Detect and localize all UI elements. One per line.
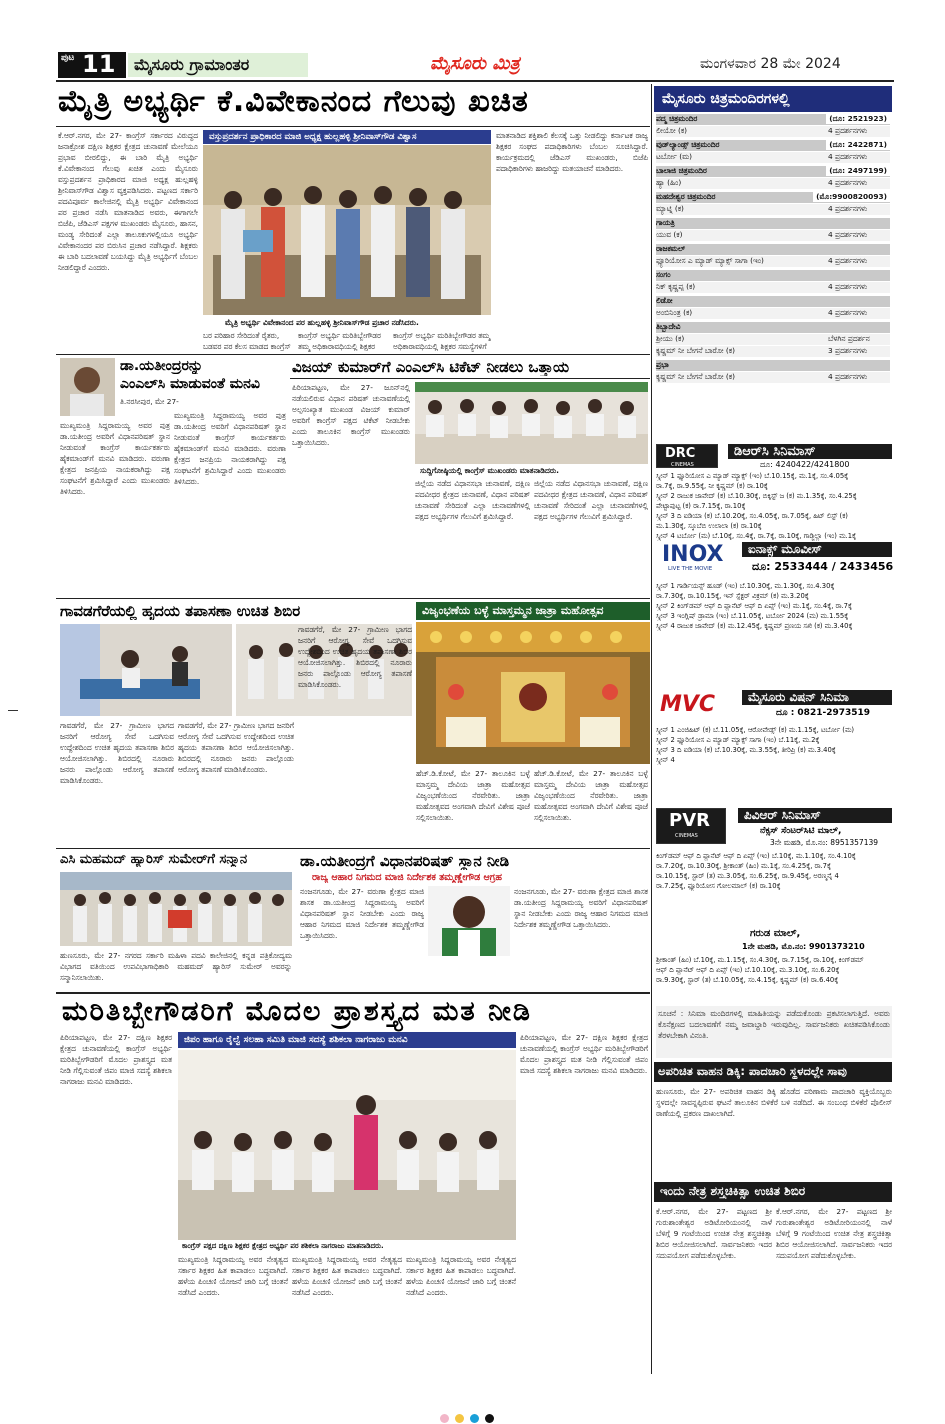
yathindra-dateline: ತಿ.ನರಸೀಪುರ, ಮೇ 27- [120,397,179,406]
show-line: ಆಫ್ ದಿ ಪ್ಲಾನೆಟ್ ಆಫ್ ದಿ ಏಪ್ಸ್ (ಇಂ) ಬೆ.10.10ಕ್ಕೆ, ಮ.3.10ಕ್ಕೆ, ಸಂ.6.20ಕ್ಕೆ [656,966,840,974]
film-title: ಮ್ಯಾಟ್ನಿ (ಕ) [656,204,684,213]
marithibbe-col-1: ಪಿರಿಯಾಪಟ್ಟಣ, ಮೇ 27- ದಕ್ಷಿಣ ಶಿಕ್ಷಕರ ಕ್ಷೇತ್ರದ ಚುನಾವಣೆಯಲ್ಲಿ ಕಾಂಗ್ರೆಸ್ ಅಭ್ಯರ್ಥಿ ಮರಿತಿಬ್ಬೇಗೌಡರಿಗೆ ಮೊದಲ ಪ್ರಾಶಸ್ತ್ಯದ ಮತ ನೀಡಿ ಗೆಲ್ಲಿಸುವಂತೆ ಜಿಪಂ ಮಾಜಿ ಸದಸ್ಯೆ ಶಶಿಕಲಾ ನಾಗರಾಜು ಮನವಿ ಮಾಡಿದರು. [60,1033,172,1086]
theatre-name: ಗಾಯತ್ರಿ [656,218,675,227]
vijaykumar-photo [415,382,648,464]
marithibbe-col-3: ಮುಖ್ಯಮಂತ್ರಿ ಸಿದ್ದರಾಮಯ್ಯ ಅವರ ನೇತೃತ್ವದ ಸರ್ಕಾರ ಶಿಕ್ಷಕರ ಹಿತ ಕಾಪಾಡಲು ಬದ್ಧವಾಗಿದೆ. ಹಳೆಯ ಪಿಂಚಣಿ ಯೋಜನೆ ಜಾರಿ ಬಗ್ಗೆ ಚಿಂತನೆ ನಡೆಸಿದೆ ಎಂದರು. [292,1255,402,1297]
inox-logo-sub: LIVE THE MOVIE [668,566,713,572]
film-shows: 3 ಪ್ರದರ್ಶನಗಳು [828,346,868,355]
show-line: ಸ್ಕ್ರೀನ್ 4 ಟರ್ಬೋ (ಮ) ಬೆ.10ಕ್ಕೆ, ಸಂ.4ಕ್ಕೆ, ರಾ.7ಕ್ಕೆ, ರಾ.10ಕ್ಕೆ, ಗಾಡ್ಜಿಲ್ಲಾ (ಇಂ) ಮ.1ಕ್ಕೆ [656,532,857,540]
film-row [656,256,890,267]
yathindra2-col-2: ನಂಜನಗೂಡು, ಮೇ 27- ವರುಣಾ ಕ್ಷೇತ್ರದ ಮಾಜಿ ಶಾಸಕ ಡಾ.ಯತೀಂದ್ರ ಸಿದ್ದರಾಮಯ್ಯ ಅವರಿಗೆ ವಿಧಾನಪರಿಷತ್ ಸ್ಥಾನ ನೀಡಬೇಕು ಎಂದು ರಾಜ್ಯ ಆಹಾರ ನಿಗಮದ ಮಾಜಿ ನಿರ್ದೇಶಕ ತಮ್ಮಣ್ಣೇಗೌಡ ಒತ್ತಾಯಿಸಿದರು. [514,887,648,929]
theatre-row [656,192,890,203]
show-line: ಪೇಟ್ಟಾಪುಟ್ಟ (ಕ) ರಾ.7.15ಕ್ಕೆ, ರಾ.10ಕ್ಕೆ [656,502,746,510]
show-line: ರಾ.10.15ಕ್ಕೆ, ಸ್ಟಾರ್ (ತ) ಮ.3.05ಕ್ಕೆ, ಸಂ.6.25ಕ್ಕೆ, ರಾ.9.45ಕ್ಕೆ, ಅರಣ್ಮನೈ 4 [656,872,839,880]
dot-magenta [440,1414,449,1423]
drc-phone: ದೂ: 4240422/4241800 [760,460,850,469]
show-line: ಶ್ರೀಕಾಂತ್ (ಹಿಂ) ಬೆ.10ಕ್ಕೆ, ಮ.1.15ಕ್ಕೆ, ಸಂ.4.30ಕ್ಕೆ, ರಾ.7.15ಕ್ಕೆ, ರಾ.10ಕ್ಕೆ, ಕಿಂಗ್‌ಡಮ್ [656,956,864,964]
lead-col-3: ಕಾಂಗ್ರೆಸ್ ಅಭ್ಯರ್ಥಿ ಮರಿತಿಬ್ಬೇಗೌಡರ ತಮ್ಮ ಅಧಿಕಾರಾವಧಿಯಲ್ಲಿ ಶಿಕ್ಷಕರ [298,331,381,351]
cinema-title: ಮೈಸೂರು ಚಿತ್ರಮಂದಿರಗಳಲ್ಲಿ [654,86,892,112]
film-row [656,308,890,319]
yathindra-col-2: ಮುಖ್ಯಮಂತ್ರಿ ಸಿದ್ದರಾಮಯ್ಯ ಅವರ ಪುತ್ರ ಡಾ.ಯತೀಂದ್ರ ಅವರಿಗೆ ವಿಧಾನಪರಿಷತ್ ಸ್ಥಾನ ನೀಡುವಂತೆ ಕಾಂಗ್ರೆಸ್ ಕಾರ್ಯಕರ್ತರು ಹೈಕಮಾಂಡ್‌ಗೆ ಮನವಿ ಮಾಡಿದರು. ವರುಣಾ ಕ್ಷೇತ್ರದ ಜನಪ್ರಿಯ ನಾಯಕರಾಗಿದ್ದು ಪಕ್ಷ ಸಂಘಟನೆಗೆ ಶ್ರಮಿಸಿದ್ದಾರೆ ಎಂದು ಮುಖಂಡರು ತಿಳಿಸಿದರು. [174,411,286,486]
accident-text: ಹುಣಸೂರು, ಮೇ 27- ಅಪರಿಚಿತ ವಾಹನ ಡಿಕ್ಕಿ ಹೊಡೆದ ಪರಿಣಾಮ ಪಾದಚಾರಿ ವ್ಯಕ್ತಿಯೊಬ್ಬರು ಸ್ಥಳದಲ್ಲೇ ಸಾವನ್ನಪ್ಪಿರುವ ಘಟನೆ ತಾಲೂಕಿನ ಬಿಳಿಕೆರೆ ಬಳಿ ನಡೆದಿದೆ. ಈ ಸಂಬಂಧ ಬಿಳಿಕೆರೆ ಪೊಲೀಸ್ ಠಾಣೆಯಲ್ಲಿ ಪ್ರಕರಣ ದಾಖಲಾಗಿದೆ. [656,1087,892,1118]
garuda-phone: 1ನೇ ಮಹಡಿ, ಮೊ.ನಂ: 9901373210 [742,942,865,951]
film-row [656,346,890,357]
show-line: ಸ್ಕ್ರೀನ್ 2 ಕಿಂಗ್‌ಡಮ್ ಆಫ್ ದಿ ಪ್ಲಾನೆಟ್ ಆಫ್ ದಿ ಏಪ್ಸ್ (ಇಂ) ಮ.1ಕ್ಕೆ, ಸಂ.4ಕ್ಕೆ, ರಾ.7ಕ್ಕೆ [656,602,852,610]
film-row [656,126,890,137]
heart-photo-1 [60,624,232,716]
inox-phone: ದೂ: 2533444 / 2433456 [752,560,894,573]
theatre-row [656,270,890,281]
pvr-logo [656,808,726,844]
sumair-photo [60,872,292,946]
vijaykumar-col-1: ಪಿರಿಯಾಪಟ್ಟಣ, ಮೇ 27- ಜೂನ್‌ನಲ್ಲಿ ನಡೆಯಲಿರುವ ವಿಧಾನ ಪರಿಷತ್ ಚುನಾವಣೆಯಲ್ಲಿ ಅಲ್ಪಸಂಖ್ಯಾತ ಮುಖಂಡ ವಿಜಯ್ ಕುಮಾರ್ ಅವರಿಗೆ ಕಾಂಗ್ರೆಸ್ ಪಕ್ಷದ ಟಿಕೆಟ್ ನೀಡಬೇಕು ಎಂದು ತಾಲೂಕಿನ ಕಾಂಗ್ರೆಸ್ ಮುಖಂಡರು ಒತ್ತಾಯಿಸಿದರು. [292,383,410,447]
film-title: ಕೃಷ್ಣಮ್ ನೀ ಬೇಗನೆ ಬಾರೋ (ಕ) [656,346,735,355]
marithibbe-photo-caption: ಕಾಂಗ್ರೆಸ್ ಪಕ್ಷದ ದಕ್ಷಿಣ ಶಿಕ್ಷಕರ ಕ್ಷೇತ್ರದ ಅಭ್ಯರ್ಥಿ ಪರ ಶಶಿಕಲಾ ನಾಗರಾಜು ಮಾತನಾಡಿದರು. [182,1242,384,1250]
film-row [656,230,890,241]
rule-mid-1 [56,598,650,599]
theatre-name: ಮಹದೇಶ್ವರ ಚಿತ್ರಮಂದಿರ [656,192,716,201]
lead-col-4: ಮಾತನಾಡಿದ ಶಕ್ತಿಶಾಲಿ ಕೆಲಸಕ್ಕೆ ಒತ್ತು ನೀಡಲಿದ್ದು ಕರ್ನಾಟಕ ರಾಜ್ಯ ಶಿಕ್ಷಕರ ಸಂಘದ ಪದಾಧಿಕಾರಿಗಳು ಬೆಂಬಲ ಸೂಚಿಸಿದ್ದಾರೆ. ಕಾರ್ಯಕ್ರಮದಲ್ಲಿ ಜೆಡಿಎಸ್ ಮುಖಂಡರು, ಬಿಜೆಪಿ ಪದಾಧಿಕಾರಿಗಳು ಹಾಜರಿದ್ದು ಮತಯಾಚನೆ ಮಾಡಿದರು. [496,131,648,173]
film-title: ಯುವ (ಕ) [656,230,683,239]
vijaykumar-col-3: ಜಿಲ್ಲೆಯ ನಡೆದ ವಿಧಾನಸಭಾ ಚುನಾವಣೆ, ದಕ್ಷಿಣ ಪದವೀಧರ ಕ್ಷೇತ್ರದ ಚುನಾವಣೆ, ವಿಧಾನ ಪರಿಷತ್ ಚುನಾವಣೆ ಸೇರಿದಂತೆ ಎಲ್ಲಾ ಚುನಾವಣೆಗಳಲ್ಲಿ ಪಕ್ಷದ ಅಭ್ಯರ್ಥಿಗಳ ಗೆಲುವಿಗೆ ಶ್ರಮಿಸಿದ್ದಾರೆ. [534,479,648,521]
jatre-headline: ವಿಜೃಂಭಣೆಯ ಬಳ್ಳೆ ಮಾಸ್ತಮ್ಮನ ಜಾತ್ರಾ ಮಹೋತ್ಸವ [416,602,650,620]
film-row [656,178,890,189]
jatre-col-2: ಹೆಚ್.ಡಿ.ಕೋಟೆ, ಮೇ 27- ತಾಲೂಕಿನ ಬಳ್ಳೆ ಮಾಸ್ತಮ್ಮ ದೇವಿಯ ಜಾತ್ರಾ ಮಹೋತ್ಸವ ವಿಜೃಂಭಣೆಯಿಂದ ನೆರವೇರಿತು. ಜಾತ್ರಾ ಮಹೋತ್ಸವದ ಅಂಗವಾಗಿ ದೇವಿಗೆ ವಿಶೇಷ ಪೂಜೆ ಸಲ್ಲಿಸಲಾಯಿತು. [534,769,648,822]
yathindra-col-1: ಮುಖ್ಯಮಂತ್ರಿ ಸಿದ್ದರಾಮಯ್ಯ ಅವರ ಪುತ್ರ ಡಾ.ಯತೀಂದ್ರ ಅವರಿಗೆ ವಿಧಾನಪರಿಷತ್ ಸ್ಥಾನ ನೀಡುವಂತೆ ಕಾಂಗ್ರೆಸ್ ಕಾರ್ಯಕರ್ತರು ಹೈಕಮಾಂಡ್‌ಗೆ ಮನವಿ ಮಾಡಿದರು. ವರುಣಾ ಕ್ಷೇತ್ರದ ಜನಪ್ರಿಯ ನಾಯಕರಾಗಿದ್ದು ಪಕ್ಷ ಸಂಘಟನೆಗೆ ಶ್ರಮಿಸಿದ್ದಾರೆ ಎಂದು ಮುಖಂಡರು ತಿಳಿಸಿದರು. [60,421,170,496]
film-shows: 4 ಪ್ರದರ್ಶನಗಳು [828,282,868,291]
show-line: ಸ್ಕ್ರೀನ್ 1 ಫ್ಯೂರಿಯೋಸ ಎ ಮ್ಯಾಡ್ ಮ್ಯಾಕ್ಸ್ (ಇಂ) ಬೆ.10.15ಕ್ಕೆ, ಮ.1ಕ್ಕೆ, ಸಂ.4.05ಕ್ಕೆ [656,472,849,480]
marithibbe-col-4: ಮುಖ್ಯಮಂತ್ರಿ ಸಿದ್ದರಾಮಯ್ಯ ಅವರ ನೇತೃತ್ವದ ಸರ್ಕಾರ ಶಿಕ್ಷಕರ ಹಿತ ಕಾಪಾಡಲು ಬದ್ಧವಾಗಿದೆ. ಹಳೆಯ ಪಿಂಚಣಿ ಯೋಜನೆ ಜಾರಿ ಬಗ್ಗೆ ಚಿಂತನೆ ನಡೆಸಿದೆ ಎಂದರು. [406,1255,516,1297]
sidebar-divider [651,84,652,1374]
film-shows: 4 ಪ್ರದರ್ಶನಗಳು [828,204,868,213]
theatre-name: ವುಡ್‌ಲ್ಯಾಂಡ್ಸ್ ಚಿತ್ರಮಂದಿರ [656,140,720,149]
show-line: ಸ್ಕ್ರೀನ್ 2 ಫ್ಯೂರಿಯೋಸ ಎ ಮ್ಯಾಡ್ ಮ್ಯಾಕ್ಸ್ ಸಾಗಾ (ಇಂ) ಬೆ.11ಕ್ಕೆ, ಮ.2ಕ್ಕೆ [656,736,820,744]
show-line: ಸ್ಕ್ರೀನ್ 4 [656,756,675,764]
film-title: ಲೀಯೋ (ಕ) [656,126,688,135]
rule-mid-3 [56,992,650,994]
film-shows: 4 ಪ್ರದರ್ಶನಗಳು [828,126,868,135]
vijaykumar-col-2: ಜಿಲ್ಲೆಯ ನಡೆದ ವಿಧಾನಸಭಾ ಚುನಾವಣೆ, ದಕ್ಷಿಣ ಪದವೀಧರ ಕ್ಷೇತ್ರದ ಚುನಾವಣೆ, ವಿಧಾನ ಪರಿಷತ್ ಚುನಾವಣೆ ಸೇರಿದಂತೆ ಎಲ್ಲಾ ಚುನಾವಣೆಗಳಲ್ಲಿ ಪಕ್ಷದ ಅಭ್ಯರ್ಥಿಗಳ ಗೆಲುವಿಗೆ ಶ್ರಮಿಸಿದ್ದಾರೆ. [415,479,530,521]
theatre-row [656,322,890,333]
mvc-title: ಮೈಸೂರು ವಿಷನ್ ಸಿನಿಮಾ [742,690,892,705]
show-line: ರಾ.7.25ಕ್ಕೆ, ಫ್ಯೂರಿಯೋಸ ಗೋಲಮಾಲ್ (ಕ) ರಾ.10ಕ್ಕೆ [656,882,781,890]
jatre-col-1: ಹೆಚ್.ಡಿ.ಕೋಟೆ, ಮೇ 27- ತಾಲೂಕಿನ ಬಳ್ಳೆ ಮಾಸ್ತಮ್ಮ ದೇವಿಯ ಜಾತ್ರಾ ಮಹೋತ್ಸವ ವಿಜೃಂಭಣೆಯಿಂದ ನೆರವೇರಿತು. ಜಾತ್ರಾ ಮಹೋತ್ಸವದ ಅಂಗವಾಗಿ ದೇವಿಗೆ ವಿಶೇಷ ಪೂಜೆ ಸಲ್ಲಿಸಲಾಯಿತು. [416,769,530,822]
page-number: 11 [82,50,116,78]
theatre-phone: (ದೂ: 2497199) [826,166,890,176]
section-title: ಮೈಸೂರು ಗ್ರಾಮಾಂತರ [128,53,308,77]
film-shows: 4 ಪ್ರದರ್ಶನಗಳು [828,308,868,317]
theatre-phone: (ಮೊ:9900820093) [813,192,890,202]
film-row [656,152,890,163]
marithibbe-subbar: ಜಿಪಂ ಹಾಗೂ ರೈಲ್ವೆ ಸಲಹಾ ಸಮಿತಿ ಮಾಜಿ ಸದಸ್ಯೆ ಶಶಿಕಲಾ ನಾಗರಾಜು ಮನವಿ [178,1032,516,1048]
eye-col-2: ಕೆ.ಆರ್.ನಗರ, ಮೇ 27- ಪಟ್ಟಣದ ಶ್ರೀ ಗುರುಶಾಂತೇಶ್ವರ ಅಡಿಟೋರಿಯಂನಲ್ಲಿ ನಾಳೆ ಬೆಳಿಗ್ಗೆ 9 ಗಂಟೆಯಿಂದ ಉಚಿತ ನೇತ್ರ ಶಸ್ತ್ರಚಿಕಿತ್ಸಾ ಶಿಬಿರ ಆಯೋಜಿಸಲಾಗಿದೆ. ಸಾರ್ವಜನಿಕರು ಇದರ ಸದುಪಯೋಗ ಪಡೆದುಕೊಳ್ಳಬೇಕು. [776,1207,892,1260]
mvc-phone: ದೂ : 0821-2973519 [776,708,871,718]
show-line: ಸ್ಕ್ರೀನ್ 2 ರಾಜುಕ ಜಾವೇದ್ (ಕ) ಬೆ.10.30ಕ್ಕೆ, ಬಿಕ್ಕಿಸ್ಟ್ ಜ (ಕ) ಮ.1.35ಕ್ಕೆ, ಸಂ.4.25ಕ್ಕೆ [656,492,857,500]
show-line: ಸ್ಕ್ರೀನ್ 4 ರಾಜುಕ ಜಾವೇದ್ (ಕ) ಮ.12.45ಕ್ಕೆ, ಕೃಷ್ಣಮ್ ಪ್ರಣಯ ಸಖಿ (ಕ) ಮ.3.40ಕ್ಕೆ [656,622,853,630]
pvr-logo-text: PVR [669,810,710,831]
film-shows: 4 ಪ್ರದರ್ಶನಗಳು [828,178,868,187]
drc-logo-text: DRC [665,446,696,461]
film-title: ಫ್ಯೂರಿಯೋಸ ಎ ಮ್ಯಾಡ್ ಮ್ಯಾಕ್ಸ್ ಸಾಗಾ (ಇಂ) [656,256,764,265]
theatre-row [656,218,890,229]
show-line: ರಾ.7ಕ್ಕೆ, ರಾ.9.55ಕ್ಕೆ, ನೀ ಕೃಷ್ಣಮ್ (ಕ) ರಾ.10ಕ್ಕೆ [656,482,768,490]
film-row [656,204,890,215]
page-number-box [58,52,126,78]
show-line: ಕಿಂಗ್‌ಡಮ್ ಆಫ್ ದಿ ಪ್ಲಾನೆಟ್ ಆಫ್ ದಿ ಏಪ್ಸ್ (ಇಂ) ಬೆ.10ಕ್ಕೆ, ಮ.1.10ಕ್ಕೆ, ಸಂ.4.10ಕ್ಕೆ [656,852,856,860]
theatre-row [656,140,890,151]
eye-headline: ಇಂದು ನೇತ್ರ ಶಸ್ತ್ರಚಿಕಿತ್ಸಾ ಉಚಿತ ಶಿಬಿರ [660,1184,806,1198]
theatre-row [656,296,890,307]
theatre-name: ಸಂಗಂ [656,270,671,279]
heart-col-2: ಗಾವಡಗೆರೆ, ಮೇ 27- ಗ್ರಾಮೀಣ ಭಾಗದ ಜನರಿಗೆ ಆರೋಗ್ಯ ಸೇವೆ ಒದಗಿಸುವ ಉದ್ದೇಶದಿಂದ ಉಚಿತ ಹೃದಯ ತಪಾಸಣಾ ಶಿಬಿರ ಆಯೋಜಿಸಲಾಗಿತ್ತು. ಶಿಬಿರದಲ್ಲಿ ನೂರಾರು ಜನರು ಪಾಲ್ಗೊಂಡು ಆರೋಗ್ಯ ತಪಾಸಣೆ ಮಾಡಿಸಿಕೊಂಡರು. [178,721,294,774]
film-shows: 4 ಪ್ರದರ್ಶನಗಳು [828,230,868,239]
lead-col-1: ಕೆ.ಆರ್.ನಗರ, ಮೇ 27- ಕಾಂಗ್ರೆಸ್ ಸರ್ಕಾರದ ವಿರುದ್ಧದ ಜನಾಕ್ರೋಶ ದಕ್ಷಿಣ ಶಿಕ್ಷಕರ ಕ್ಷೇತ್ರದ ಚುನಾವಣೆ ಮೇಲೆಯೂ ಪ್ರಭಾವ ಬೀರಲಿದ್ದು, ಈ ಬಾರಿ ಮೈತ್ರಿ ಅಭ್ಯರ್ಥಿ ಕೆ.ವಿವೇಕಾನಂದ ಗೆಲುವು ಖಚಿತ ಎಂದು ಮೈಸೂರು ವಸ್ತುಪ್ರದರ್ಶನ ಪ್ರಾಧಿಕಾರದ ಮಾಜಿ ಅಧ್ಯಕ್ಷ ಹುಲ್ಲಹಳ್ಳಿ ಶ್ರೀನಿವಾಸ್‌ಗೌಡ ವಿಶ್ವಾಸ ವ್ಯಕ್ತಪಡಿಸಿದರು. ಪಟ್ಟಣದ ಸರ್ಕಾರಿ ಪದವಿಪೂರ್ವ ಕಾಲೇಜಿನಲ್ಲಿ ಮೈತ್ರಿ ಅಭ್ಯರ್ಥಿ ವಿವೇಕಾನಂದ ಪರ ಪ್ರಚಾರ ನಡೆಸಿ ಮಾತನಾಡಿದ ಅವರು, ಈಗಾಗಲೇ ಬಿಜೆಪಿ, ಜೆಡಿಎಸ್ ಪಕ್ಷಗಳ ಮುಖಂಡರು ಮೈಸೂರು, ಹಾಸನ, ಮಂಡ್ಯ ಸೇರಿದಂತೆ ಎಲ್ಲಾ ತಾಲೂಕುಗಳಲ್ಲಿಯೂ ಅಭ್ಯರ್ಥಿ ವಿವೇಕಾನಂದರ ಪರ ಬಿರುಸಿನ ಪ್ರಚಾರ ನಡೆಸಿದ್ದಾರೆ. ಶಿಕ್ಷಕರು ಈ ಬಾರಿ ಬದಲಾವಣೆ ಬಯಸಿದ್ದು ಮೈತ್ರಿ ಅಭ್ಯರ್ಥಿಗೆ ಬೆಂಬಲ ನೀಡಲಿದ್ದಾರೆ ಎಂದರು. [58,131,198,272]
marithibbe-col-2: ಮುಖ್ಯಮಂತ್ರಿ ಸಿದ್ದರಾಮಯ್ಯ ಅವರ ನೇತೃತ್ವದ ಸರ್ಕಾರ ಶಿಕ್ಷಕರ ಹಿತ ಕಾಪಾಡಲು ಬದ್ಧವಾಗಿದೆ. ಹಳೆಯ ಪಿಂಚಣಿ ಯೋಜನೆ ಜಾರಿ ಬಗ್ಗೆ ಚಿಂತನೆ ನಡೆಸಿದೆ ಎಂದರು. [178,1255,288,1297]
theatre-name: ಪದ್ಮ ಚಿತ್ರಮಂದಿರ [656,114,698,123]
garuda-title: ಗರುಡ ಮಾಲ್, [750,928,801,939]
heart-headline: ಗಾವಡಗೆರೆಯಲ್ಲಿ ಹೃದಯ ತಪಾಸಣಾ ಉಚಿತ ಶಿಬಿರ [60,602,301,620]
film-title: ಹ್ಯಾ (ಹಿಂ) [656,178,682,187]
yathindra-headline-2: ಎಂಎಲ್‌ಸಿ ಮಾಡುವಂತೆ ಮನವಿ [120,376,260,392]
lead-col-2: ಬರ ಪರಿಹಾರ ಸೇರಿದಂತೆ ರೈತರು, ಬಡವರ ಪರ ಕೆಲಸ ಮಾಡದ ಕಾಂಗ್ರೆಸ್ [203,331,291,351]
drc-title: ಡಿಆರ್‌ಸಿ ಸಿನಿಮಾಸ್ [728,444,892,459]
page-label: ಪುಟ [61,53,75,63]
show-line: ಸ್ಕ್ರೀನ್ 1 ಎಂಜಿಹಿಟ್ (ಕ) ಬೆ.11.05ಕ್ಕೆ, ಆರೋವೇಡ್ಸ್ (ಕ) ಮ.1.15ಕ್ಕೆ, ಟರ್ಬೋ (ಮ) [656,726,855,734]
lead-headline: ಮೈತ್ರಿ ಅಭ್ಯರ್ಥಿ ಕೆ.ವಿವೇಕಾನಂದ ಗೆಲುವು ಖಚಿತ [58,84,529,119]
header-rule [56,80,894,82]
marithibbe-photo [178,1050,516,1240]
show-line: ರಾ.9.30ಕ್ಕೆ, ಸ್ಟಾರ್ (ತ) ಬೆ.10.05ಕ್ಕೆ, ಸಂ.4.15ಕ್ಕೆ, ಕೃಷ್ಣಮ್ (ಕ) ರಾ.6.40ಕ್ಕೆ [656,976,839,984]
pvr-phone: 3ನೇ ಮಹಡಿ, ಮೊ.ನಂ: 8951357139 [770,838,879,847]
theatre-row [656,360,890,371]
thammannegowda-photo [428,886,510,956]
accident-headline: ಅಪರಿಚಿತ ವಾಹನ ಡಿಕ್ಕಿ: ಪಾದಚಾರಿ ಸ್ಥಳದಲ್ಲೇ ಸಾವು [658,1064,847,1078]
heart-col-1: ಗಾವಡಗೆರೆ, ಮೇ 27- ಗ್ರಾಮೀಣ ಭಾಗದ ಜನರಿಗೆ ಆರೋಗ್ಯ ಸೇವೆ ಒದಗಿಸುವ ಉದ್ದೇಶದಿಂದ ಉಚಿತ ಹೃದಯ ತಪಾಸಣಾ ಶಿಬಿರ ಆಯೋಜಿಸಲಾಗಿತ್ತು. ಶಿಬಿರದಲ್ಲಿ ನೂರಾರು ಜನರು ಪಾಲ್ಗೊಂಡು ಆರೋಗ್ಯ ತಪಾಸಣೆ ಮಾಡಿಸಿಕೊಂಡರು. [60,721,174,785]
lead-col-3b: ಕಾಂಗ್ರೆಸ್ ಅಭ್ಯರ್ಥಿ ಮರಿತಿಬ್ಬೇಗೌಡರ ತಮ್ಮ ಅಧಿಕಾರಾವಧಿಯಲ್ಲಿ ಶಿಕ್ಷಕರ ಸಮಸ್ಯೆಗಳಿಗೆ [393,331,491,351]
dot-black [485,1414,494,1423]
sumair-text: ಹುಣಸೂರು, ಮೇ 27- ನಗರದ ಸರ್ಕಾರಿ ಮಹಿಳಾ ಪದವಿ ಕಾಲೇಜಿನಲ್ಲಿ ಕನ್ನಡ ಪತ್ರಿಕೋದ್ಯಮ ವಿಭಾಗದ ವತಿಯಿಂದ ಉಪವಿಭಾಗಾಧಿಕಾರಿ ಮಹಮದ್ ಹ್ಯಾರಿಸ್ ಸುಮೇರ್ ಅವರನ್ನು ಸನ್ಮಾನಿಸಲಾಯಿತು. [60,951,292,982]
theatre-name: ರಾಜಕಮಲ್ [656,244,686,253]
rule-mid-2 [56,848,650,849]
drc-logo-sub: CINEMAS [671,462,694,468]
film-title: ನಿಕ್ ಕೃಷ್ಣಪ್ಪ (ಕ) [656,282,696,291]
vijaykumar-headline: ವಿಜಯ್ ಕುಮಾರ್‌ಗೆ ಎಂಎಲ್‌ಸಿ ಟಿಕೆಟ್ ನೀಡಲು ಒತ್ತಾಯ [292,358,570,376]
show-line: ರಾ.7.20ಕ್ಕೆ, ರಾ.10.30ಕ್ಕೆ, ಶ್ರೀಕಾಂತ್ (ಹಿಂ) ಮ.1ಕ್ಕೆ, ಸಂ.4.25ಕ್ಕೆ, ರಾ.7ಕ್ಕೆ [656,862,831,870]
drc-logo [656,444,718,468]
lead-rule [56,126,650,127]
issue-date: ಮಂಗಳವಾರ 28 ಮೇ 2024 [700,56,841,72]
inox-logo: INOX [662,542,724,567]
marithibbe-col-5: ಪಿರಿಯಾಪಟ್ಟಣ, ಮೇ 27- ದಕ್ಷಿಣ ಶಿಕ್ಷಕರ ಕ್ಷೇತ್ರದ ಚುನಾವಣೆಯಲ್ಲಿ ಕಾಂಗ್ರೆಸ್ ಅಭ್ಯರ್ಥಿ ಮರಿತಿಬ್ಬೇಗೌಡರಿಗೆ ಮೊದಲ ಪ್ರಾಶಸ್ತ್ಯದ ಮತ ನೀಡಿ ಗೆಲ್ಲಿಸುವಂತೆ ಜಿಪಂ ಮಾಜಿ ಸದಸ್ಯೆ ಶಶಿಕಲಾ ನಾಗರಾಜು ಮನವಿ ಮಾಡಿದರು. [520,1033,648,1075]
heart-col-3: ಗಾವಡಗೆರೆ, ಮೇ 27- ಗ್ರಾಮೀಣ ಭಾಗದ ಜನರಿಗೆ ಆರೋಗ್ಯ ಸೇವೆ ಒದಗಿಸುವ ಉದ್ದೇಶದಿಂದ ಉಚಿತ ಹೃದಯ ತಪಾಸಣಾ ಶಿಬಿರ ಆಯೋಜಿಸಲಾಗಿತ್ತು. ಶಿಬಿರದಲ್ಲಿ ನೂರಾರು ಜನರು ಪಾಲ್ಗೊಂಡು ಆರೋಗ್ಯ ತಪಾಸಣೆ ಮಾಡಿಸಿಕೊಂಡರು. [298,625,412,689]
yathindra-photo [60,358,115,416]
yathindra2-headline: ಡಾ.ಯತೀಂದ್ರಗೆ ವಿಧಾನಪರಿಷತ್ ಸ್ಥಾನ ನೀಡಿ [300,852,510,870]
rule-lead-bottom [56,354,650,355]
film-title: ಶ್ರೀಯು (ಕ) [656,334,685,343]
lead-photo-caption: ಮೈತ್ರಿ ಅಭ್ಯರ್ಥಿ ವಿವೇಕಾನಂದ ಪರ ಹುಲ್ಲಹಳ್ಳಿ ಶ್ರೀನಿವಾಸ್‌ಗೌಡ ಪ್ರಚಾರ ನಡೆಸಿದರು. [225,318,419,327]
show-line: ರಾ.7.30ಕ್ಕೆ, ರಾ.10.15ಕ್ಕೆ, ಇನ್ ಸ್ಪೆಕ್ಟರ್ ವಿಕ್ರಮ್ (ಕ) ಮ.3.20ಕ್ಕೆ [656,592,809,600]
marithibbe-headline: ಮರಿತಿಬ್ಬೇಗೌಡರಿಗೆ ಮೊದಲ ಪ್ರಾಶಸ್ತ್ಯದ ಮತ ನೀಡಿ [62,996,532,1027]
show-line: ಸ್ಕ್ರೀನ್ 3 ದಿ ಐಡಿಯಾ (ಕ) ಬೆ.10.20ಕ್ಕೆ, ಸಂ.4.05ಕ್ಕೆ, ರಾ.7.05ಕ್ಕೆ, ಹಿಟ್ ಲಿಸ್ಟ್ (ಕ) [656,512,848,520]
theatre-row [656,166,890,177]
film-shows: 4 ಪ್ರದರ್ಶನಗಳು [828,372,868,381]
mvc-logo: MVC [660,692,716,717]
yathindra2-col-1: ನಂಜನಗೂಡು, ಮೇ 27- ವರುಣಾ ಕ್ಷೇತ್ರದ ಮಾಜಿ ಶಾಸಕ ಡಾ.ಯತೀಂದ್ರ ಸಿದ್ದರಾಮಯ್ಯ ಅವರಿಗೆ ವಿಧಾನಪರಿಷತ್ ಸ್ಥಾನ ನೀಡಬೇಕು ಎಂದು ರಾಜ್ಯ ಆಹಾರ ನಿಗಮದ ಮಾಜಿ ನಿರ್ದೇಶಕ ತಮ್ಮಣ್ಣೇಗೌಡ ಒತ್ತಾಯಿಸಿದರು. [300,887,424,940]
film-title: ಟರ್ಬೋ (ಮ) [656,152,692,161]
yathindra2-subhead: ರಾಜ್ಯ ಆಹಾರ ನಿಗಮದ ಮಾಜಿ ನಿರ್ದೇಶಕ ತಮ್ಮಣ್ಣೇಗೌಡ ಆಗ್ರಹ [312,872,502,883]
film-shows: 4 ಪ್ರದರ್ಶನಗಳು [828,152,868,161]
film-shows: 4 ಪ್ರದರ್ಶನಗಳು [828,256,868,265]
theatre-name: ಲಿಡೋ [656,296,673,305]
show-line: ಮ.1.30ಕ್ಕೆ, ಸ್ಕೂಬೆಬಿ ಉಲಾಲಾ (ಕ) ರಾ.10ಕ್ಕೆ [656,522,762,530]
theatre-name: ಪ್ರಭಾ [656,360,669,369]
fold-mark [8,710,18,711]
film-row [656,372,890,383]
masthead-logo: ಮೈಸೂರು ಮಿತ್ರ [430,53,520,74]
yathindra-headline-1: ಡಾ.ಯತೀಂದ್ರರನ್ನು [120,358,204,374]
theatre-phone: (ದೂ: 2521923) [826,114,890,124]
sumair-headline: ಎಸಿ ಮಹಮದ್ ಹ್ಯಾರಿಸ್ ಸುಮೇರ್‌ಗೆ ಸನ್ಮಾನ [60,852,248,867]
theatre-name: ತಿಬ್ಬಾದೇವಿ [656,322,681,331]
lead-photo [203,145,491,315]
pvr-logo-sub: CINEMAS [675,833,698,839]
film-row [656,282,890,293]
cinema-note: ಸೂಚನೆ : ಸಿನಿಮಾ ಮಂದಿರಗಳಲ್ಲಿ ಮಾಹಿತಿಯನ್ನು ಪಡೆದುಕೊಂಡು ಪ್ರಕಟಿಸಲಾಗುತ್ತಿದೆ. ಅವರು ಕೊನೆಕ್ಷಣದ ಬದಲಾವಣೆಗೆ ನಮ್ಮ ಜವಾಬ್ದಾರಿ ಇರುವುದಿಲ್ಲ. ಸಾರ್ವಜನಿಕರು ಖಚಿತಪಡಿಸಿಕೊಂಡು ತೆರಳಬೇಕಾಗಿ ವಿನಂತಿ. [656,1006,892,1058]
show-line: ಸ್ಕ್ರೀನ್ 3 ಇಂಗ್ಲಿಷ್ ಡ್ರಾಮಾ (ಇಂ) ಬೆ.11.05ಕ್ಕೆ, ಟರ್ಬೋ 2024 (ಮ) ಮ.1.55ಕ್ಕೆ [656,612,849,620]
lead-photo-bar: ವಸ್ತುಪ್ರದರ್ಶನ ಪ್ರಾಧಿಕಾರದ ಮಾಜಿ ಅಧ್ಯಕ್ಷ ಹುಲ್ಲಹಳ್ಳಿ ಶ್ರೀನಿವಾಸ್‌ಗೌಡ ವಿಶ್ವಾಸ [203,130,491,144]
film-shows: ಬೆಳಗಿನ ಪ್ರದರ್ಶನ [828,334,870,343]
show-line: ಸ್ಕ್ರೀನ್ 3 ದಿ ಐಡಿಯಾ (ಕ) ಬೆ.10.30ಕ್ಕೆ, ಮ.3.55ಕ್ಕೆ, ತೀರಿಪ್ರಿ (ಕ) ಮ.3.40ಕ್ಕೆ [656,746,836,754]
vijaykumar-rule [290,378,650,379]
theatre-row [656,244,890,255]
theatre-name: ಬಾಲಾಜಿ ಚಿತ್ರಮಂದಿರ [656,166,707,175]
film-row [656,334,890,345]
dot-cyan [470,1414,479,1423]
pvr-title: ಪಿವಿಆರ್ ಸಿನಿಮಾಸ್ [738,808,892,823]
eye-col-1: ಕೆ.ಆರ್.ನಗರ, ಮೇ 27- ಪಟ್ಟಣದ ಶ್ರೀ ಗುರುಶಾಂತೇಶ್ವರ ಅಡಿಟೋರಿಯಂನಲ್ಲಿ ನಾಳೆ ಬೆಳಿಗ್ಗೆ 9 ಗಂಟೆಯಿಂದ ಉಚಿತ ನೇತ್ರ ಶಸ್ತ್ರಚಿಕಿತ್ಸಾ ಶಿಬಿರ ಆಯೋಜಿಸಲಾಗಿದೆ. ಸಾರ್ವಜನಿಕರು ಇದರ ಸದುಪಯೋಗ ಪಡೆದುಕೊಳ್ಳಬೇಕು. [656,1207,772,1260]
show-line: ಸ್ಕ್ರೀನ್ 1 ಗಾರ್ಡಿಯನ್ಸ್ ಹೂಡ್ (ಇಂ) ಬೆ.10.30ಕ್ಕೆ, ಮ.1.30ಕ್ಕೆ, ಸಂ.4.30ಕ್ಕೆ [656,582,835,590]
theatre-row [656,114,890,125]
pvr-address: ನೆಕ್ಸಸ್ ಸೆಂಟರ್‌ಸಿಟಿ ಮಾಲ್, [760,826,842,836]
jatre-photo [416,622,650,764]
dot-yellow [455,1414,464,1423]
vijaykumar-photo-caption: ಸುದ್ದಿಗೋಷ್ಠಿಯಲ್ಲಿ ಕಾಂಗ್ರೆಸ್ ಮುಖಂಡರು ಮಾತನಾಡಿದರು. [420,466,560,475]
registration-dots [440,1408,500,1424]
film-title: ಕೃಷ್ಣಮ್ ನೀ ಬೇಗನೆ ಬಾರೋ (ಕ) [656,372,735,381]
inox-title: ಐನಾಕ್ಸ್ ಮೂವೀಸ್ [742,542,892,557]
theatre-phone: (ದೂ: 2422871) [826,140,890,150]
film-title: ಅಂಬಿನಿಂತ್ರ (ಕ) [656,308,693,317]
